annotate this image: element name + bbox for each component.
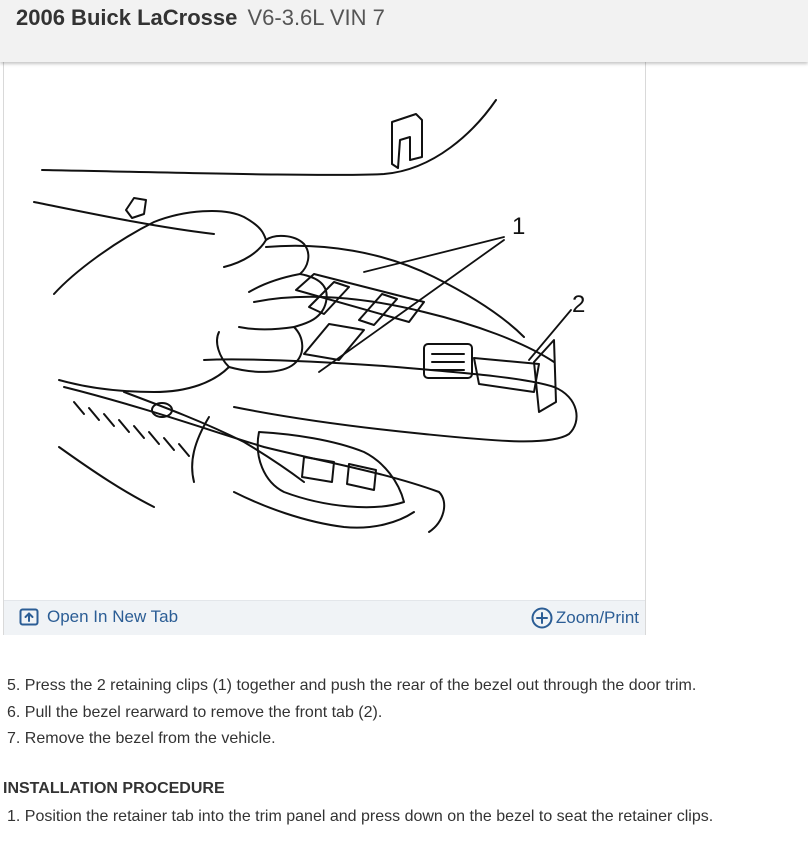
connector-pins <box>432 354 464 370</box>
open-in-new-tab-label: Open In New Tab <box>47 607 179 626</box>
removal-step: 7. Remove the bezel from the vehicle. <box>7 730 276 747</box>
retaining-clip-left <box>304 324 364 360</box>
figure-toolbar <box>4 600 645 635</box>
door-trim-outline <box>42 100 496 175</box>
page-header <box>0 0 808 62</box>
hand-finger-3 <box>239 327 294 329</box>
open-in-new-tab-icon <box>19 608 39 626</box>
callout-2-label: 2 <box>572 291 586 318</box>
small-clip <box>126 198 146 218</box>
callout-1-label: 1 <box>512 213 526 240</box>
open-in-new-tab-link[interactable] <box>19 607 178 627</box>
zoom-plus-icon <box>531 607 553 629</box>
door-trim-lower-edge <box>34 202 214 234</box>
lower-trim-edge <box>59 447 154 507</box>
figure-card <box>3 62 646 635</box>
installation-step: 1. Position the retainer tab into the trim panel and press down on the bezel to seat the retainer clips. <box>7 808 714 825</box>
engine-spec: V6-3.6L VIN 7 <box>247 5 385 30</box>
lower-trim-outline <box>64 387 444 532</box>
retaining-clip-frame <box>296 274 424 322</box>
removal-step: 6. Pull the bezel rearward to remove the front tab (2). <box>7 703 383 721</box>
installation-steps-list <box>7 806 713 828</box>
bezel-inner-edge <box>254 297 554 362</box>
removal-steps-list <box>7 675 696 755</box>
hand-finger-1 <box>224 240 266 267</box>
lower-trim-body <box>124 392 304 482</box>
bezel-removal-illustration <box>4 62 645 600</box>
hand-outline <box>54 211 327 392</box>
removal-step: 5. Press the 2 retaining clips (1) together and push the rear of the bezel out through the door trim. <box>7 677 697 694</box>
zoom-print-label: Zoom/Print <box>555 608 639 627</box>
vehicle-name: 2006 Buick LaCrosse <box>16 5 238 30</box>
lower-panel-bottom <box>234 492 414 528</box>
zoom-print-link[interactable] <box>531 607 639 629</box>
callout-2-leader <box>529 310 571 360</box>
upper-tab <box>392 114 422 168</box>
armrest-pocket <box>258 432 404 507</box>
hand-finger-4 <box>217 332 229 367</box>
page-title <box>16 5 385 31</box>
installation-heading: INSTALLATION PROCEDURE <box>3 780 225 797</box>
hand-finger-2 <box>249 274 300 292</box>
armrest-slots <box>302 457 376 490</box>
